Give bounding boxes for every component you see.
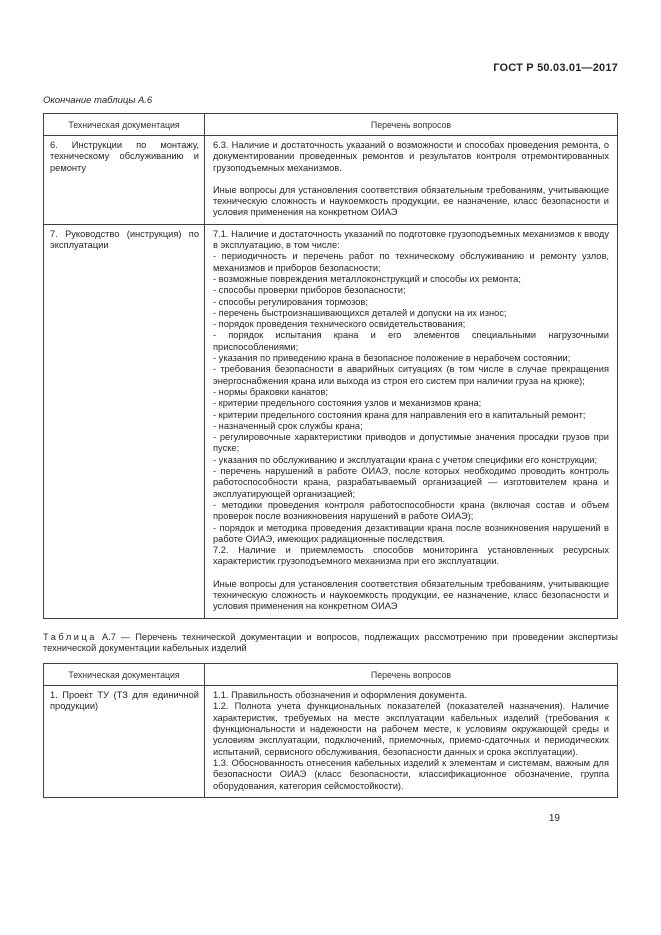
- questions-cell: [205, 225, 617, 618]
- column-header: Техническая документация: [44, 114, 205, 135]
- documentation-text: 6. Инструкции по монтажу, техническому обслуживанию и ремонту: [50, 140, 199, 173]
- table-a7-caption-text: А.7 — Перечень технической документации и вопросов, подлежащих рассмотрению при проведении экспертизы технической документации кабельных изделий: [43, 631, 618, 654]
- question-paragraph: - нормы браковки канатов;: [213, 386, 328, 397]
- table-a7-caption: [43, 632, 618, 656]
- question-paragraph: 6.3. Наличие и достаточность указаний о возможности и способах проведения ремонта, о документировании проведенных ремонтов и результатов контроля отремонтированных грузоподъемных механизмов.: [213, 140, 609, 173]
- question-paragraph: - способы регулирования тормозов;: [213, 296, 368, 307]
- documentation-text: 7. Руководство (инструкция) по эксплуатации: [50, 228, 199, 251]
- question-paragraph: - указания по приведению крана в безопасное положение в нерабочем состоянии;: [213, 353, 571, 364]
- documentation-text: 1. Проект ТУ (ТЗ для единичной продукции): [50, 690, 199, 712]
- question-paragraph: - требования безопасности в аварийных ситуациях (в том числе в случае прекращения энергоснабжения крана или выхода из строя его систем при наличии груза на крюке);: [213, 364, 609, 386]
- question-paragraph: 1.1. Правильность обозначения и оформления документа.: [213, 690, 467, 701]
- question-paragraph: - порядок и методика проведения дезактивации крана после возникновения нарушений в работе ОИАЭ, имеющих радиационные последствия.: [213, 522, 609, 544]
- question-paragraph: - критерии предельного состояния крана для направления его в капитальный ремонт;: [213, 409, 586, 420]
- question-paragraph: - регулировочные характеристики приводов и допустимые значения просадки грузов при пуске;: [213, 432, 609, 454]
- documentation-cell: [44, 136, 205, 224]
- question-paragraph: Иные вопросы для установления соответствия обязательным требованиям, учитывающие техническую сложность и наукоемкость продукции, ее назначение, класс безопасности и условия применения на конкретном ОИАЭ: [213, 184, 609, 218]
- question-paragraph: - перечень нарушений в работе ОИАЭ, после которых необходимо проводить контроль работоспособности крана, разрабатываемый организацией — изготовителем крана и эксплуатирующей организацией;: [213, 466, 609, 499]
- question-paragraph: - возможные повреждения металлоконструкций и способы их ремонта;: [213, 273, 521, 284]
- column-header: Перечень вопросов: [370, 670, 452, 681]
- questions-cell: [205, 136, 617, 224]
- standard-code-header: ГОСТ Р 50.03.01—2017: [493, 62, 618, 74]
- column-header: Техническая документация: [44, 664, 205, 685]
- table-header-row: [44, 114, 617, 136]
- table-header-row: [44, 664, 617, 686]
- table-row: [44, 686, 617, 797]
- questions-cell: [205, 686, 617, 797]
- table-a7: [43, 663, 618, 798]
- table-row: [44, 225, 617, 618]
- question-paragraph: - указания по обслуживанию и эксплуатации крана с учетом специфики его конструкции;: [213, 454, 598, 465]
- page-number: 19: [548, 812, 560, 824]
- table-a6: [43, 113, 618, 619]
- question-paragraph: 7.1. Наличие и достаточность указаний по подготовке грузоподъемных механизмов к вводу в эксплуатацию, в том числе:: [213, 228, 609, 251]
- question-paragraph: - порядок испытания крана и его элементов специальными нагрузочными приспособлениями;: [213, 330, 609, 352]
- question-paragraph: - назначенный срок службы крана;: [213, 420, 363, 431]
- documentation-cell: [44, 686, 205, 797]
- question-paragraph: 7.2. Наличие и приемлемость способов мониторинга установленных ресурсных характеристик грузоподъемного механизма при его эксплуатации.: [213, 545, 609, 567]
- question-paragraph: - критерии предельного состояния узлов и механизмов крана;: [213, 398, 482, 409]
- table-a7-caption-label: Таблица: [43, 631, 97, 642]
- question-paragraph: Иные вопросы для установления соответствия обязательным требованиям, учитывающие техническую сложность и наукоемкость продукции, ее назначение, класс безопасности и условия применения на конкретном ОИАЭ: [213, 578, 609, 612]
- table-row: [44, 136, 617, 225]
- table-a6-continuation-caption: Окончание таблицы А.6: [43, 95, 153, 106]
- documentation-cell: [44, 225, 205, 618]
- column-header: Перечень вопросов: [370, 120, 452, 130]
- question-paragraph: - периодичность и перечень работ по техническому обслуживанию и ремонту узлов, механизмов и приборов безопасности;: [213, 251, 609, 273]
- question-paragraph: 1.3. Обоснованность отнесения кабельных изделий к элементам и системам, важным для безопасности ОИАЭ (класс безопасности, классификационное обозначение, группа оборудования, категория сейсмостойкости).: [213, 757, 609, 791]
- paragraph-gap: [213, 568, 609, 579]
- paragraph-gap: [213, 174, 609, 185]
- question-paragraph: - порядок проведения технического освидетельствования;: [213, 319, 466, 330]
- question-paragraph: - методики проведения контроля работоспособности крана (включая состав и объем проверок после возникновения нарушений в работе ОИАЭ);: [213, 499, 609, 522]
- question-paragraph: - перечень быстроизнашивающихся деталей и допуски на их износ;: [213, 307, 507, 318]
- question-paragraph: 1.2. Полнота учета функциональных показателей (показателей назначения). Наличие характеристик, требуемых на месте эксплуатации кабельных изделий (требования к функциональности и надежности на рабочем месте, к условиям окружающей среды и условиям эксплуатации, подключений, приемочных, приемо-сдаточных и периодических испытаний, сервисного обслуживания, безопасности данных и срока эксплуатации).: [213, 701, 609, 757]
- question-paragraph: - способы проверки приборов безопасности;: [213, 285, 406, 296]
